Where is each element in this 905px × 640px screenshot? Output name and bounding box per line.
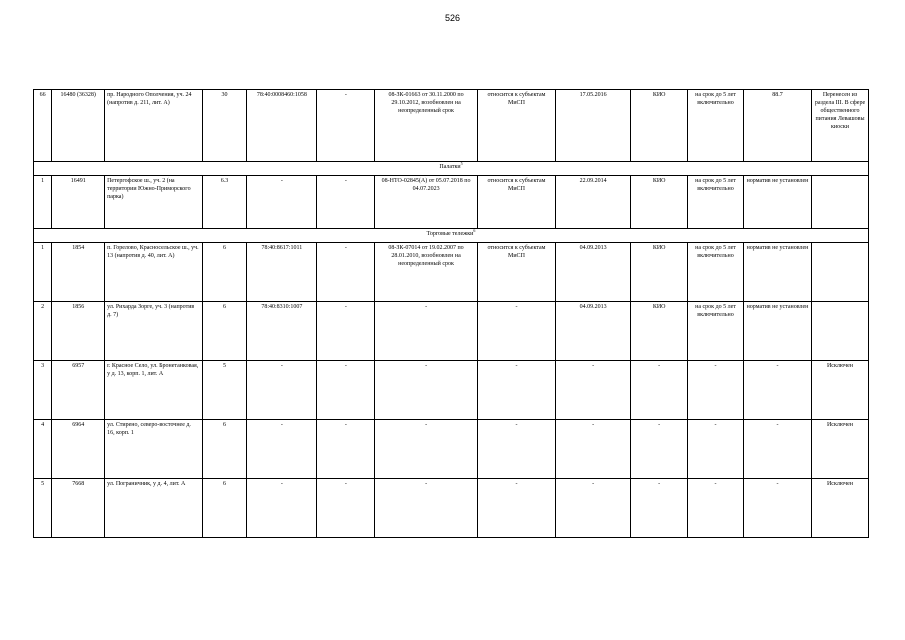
col12-cell: -	[743, 420, 811, 479]
registry-number: 1854	[52, 243, 105, 302]
col6-cell: -	[317, 361, 375, 420]
org-cell: -	[631, 420, 688, 479]
area-cell: 5	[202, 361, 247, 420]
note-cell	[812, 176, 869, 229]
note-cell: Перенесен из раздела III. В сфере общественного питания Левашовы киоски	[812, 90, 869, 162]
col12-cell: 88.7	[743, 90, 811, 162]
section-header-pavilions	[34, 162, 869, 176]
table-row	[34, 176, 869, 229]
status-cell: -	[477, 302, 555, 361]
col6-cell: -	[317, 479, 375, 538]
address-cell: п. Горелово, Красносельское ш., уч. 13 (напротив д. 40, лит. А)	[105, 243, 203, 302]
date-cell: -	[556, 361, 631, 420]
status-cell: относится к субъектам МиСП	[477, 176, 555, 229]
address-cell: Петергофское ш., уч. 2 (на территории Южно-Приморского парка)	[105, 176, 203, 229]
status-cell: -	[477, 420, 555, 479]
table-row	[34, 479, 869, 538]
col12-cell: норматив не установлен	[743, 176, 811, 229]
address-cell: ул. Пограничник, у д. 4, лит. А	[105, 479, 203, 538]
note-cell: Исключен	[812, 420, 869, 479]
table-row	[34, 243, 869, 302]
cadastral-cell: 78:40:0008460:1058	[247, 90, 317, 162]
col6-cell: -	[317, 420, 375, 479]
registry-table	[33, 89, 869, 538]
col6-cell: -	[317, 302, 375, 361]
date-cell: 04.09.2013	[556, 243, 631, 302]
col6-cell: -	[317, 176, 375, 229]
cadastral-cell: -	[247, 176, 317, 229]
contract-cell: -	[375, 420, 478, 479]
date-cell: 04.09.2013	[556, 302, 631, 361]
term-cell: -	[688, 420, 744, 479]
cadastral-cell: -	[247, 479, 317, 538]
cadastral-cell: -	[247, 420, 317, 479]
org-cell: КИО	[631, 176, 688, 229]
address-cell: г. Красное Село, ул. Бронетанковая, у д. 13, корп. 1, лит. А	[105, 361, 203, 420]
registry-number: 6957	[52, 361, 105, 420]
section-title: Торговые тележки$^6$	[34, 229, 869, 243]
row-number: 2	[34, 302, 52, 361]
org-cell: КИО	[631, 90, 688, 162]
term-cell: -	[688, 361, 744, 420]
area-cell: 6	[202, 479, 247, 538]
registry-number: 7668	[52, 479, 105, 538]
term-cell: на срок до 5 лет включительно	[688, 176, 744, 229]
area-cell: 6.3	[202, 176, 247, 229]
status-cell: относится к субъектам МиСП	[477, 243, 555, 302]
note-cell	[812, 302, 869, 361]
registry-number: 6964	[52, 420, 105, 479]
term-cell: на срок до 5 лет включительно	[688, 302, 744, 361]
address-cell: ул. Стирено, северо-восточнее д. 16, корп. 1	[105, 420, 203, 479]
row-number: 1	[34, 243, 52, 302]
contract-cell: 08-ЗК-01663 от 30.11.2000 по 29.10.2012, возобновлен на неопределенный срок	[375, 90, 478, 162]
date-cell: -	[556, 420, 631, 479]
section-title: Палатки$^5$	[34, 162, 869, 176]
contract-cell: 08-НТО-02845(А) от 05.07.2018 по 04.07.2023	[375, 176, 478, 229]
row-number: 4	[34, 420, 52, 479]
contract-cell: 08-ЗК-07014 от 19.02.2007 по 28.01.2010, возобновлен на неопределенный срок	[375, 243, 478, 302]
date-cell: 17.05.2016	[556, 90, 631, 162]
registry-number: 16480 (36328)	[52, 90, 105, 162]
status-cell: -	[477, 361, 555, 420]
row-number: 5	[34, 479, 52, 538]
org-cell: КИО	[631, 243, 688, 302]
table-row	[34, 420, 869, 479]
table-row	[34, 361, 869, 420]
contract-cell: -	[375, 361, 478, 420]
area-cell: 6	[202, 302, 247, 361]
row-number: 66	[34, 90, 52, 162]
cadastral-cell: 78:40:8310:1007	[247, 302, 317, 361]
registry-number: 1856	[52, 302, 105, 361]
col12-cell: -	[743, 479, 811, 538]
contract-cell: -	[375, 479, 478, 538]
registry-number: 16491	[52, 176, 105, 229]
col6-cell: -	[317, 243, 375, 302]
cadastral-cell: -	[247, 361, 317, 420]
cadastral-cell: 78:40:8617:1011	[247, 243, 317, 302]
address-cell: ул. Рихарда Зорге, уч. 3 (напротив д. 7)	[105, 302, 203, 361]
section-header-carts	[34, 229, 869, 243]
row-number: 3	[34, 361, 52, 420]
page-number: 526	[444, 13, 461, 23]
area-cell: 6	[202, 243, 247, 302]
date-cell: -	[556, 479, 631, 538]
contract-cell: -	[375, 302, 478, 361]
address-cell: пр. Народного Ополчения, уч. 24 (напротив д. 211, лит. А)	[105, 90, 203, 162]
note-cell: Исключен	[812, 361, 869, 420]
status-cell: относится к субъектам МиСП	[477, 90, 555, 162]
row-number: 1	[34, 176, 52, 229]
col6-cell: -	[317, 90, 375, 162]
org-cell: -	[631, 479, 688, 538]
note-cell	[812, 243, 869, 302]
area-cell: 30	[202, 90, 247, 162]
status-cell: -	[477, 479, 555, 538]
org-cell: КИО	[631, 302, 688, 361]
date-cell: 22.09.2014	[556, 176, 631, 229]
col12-cell: норматив не установлен	[743, 243, 811, 302]
note-cell: Исключен	[812, 479, 869, 538]
org-cell: -	[631, 361, 688, 420]
term-cell: на срок до 5 лет включительно	[688, 90, 744, 162]
col12-cell: норматив не установлен	[743, 302, 811, 361]
table-row	[34, 90, 869, 162]
col12-cell: -	[743, 361, 811, 420]
term-cell: -	[688, 479, 744, 538]
table-row	[34, 302, 869, 361]
term-cell: на срок до 5 лет включительно	[688, 243, 744, 302]
area-cell: 6	[202, 420, 247, 479]
